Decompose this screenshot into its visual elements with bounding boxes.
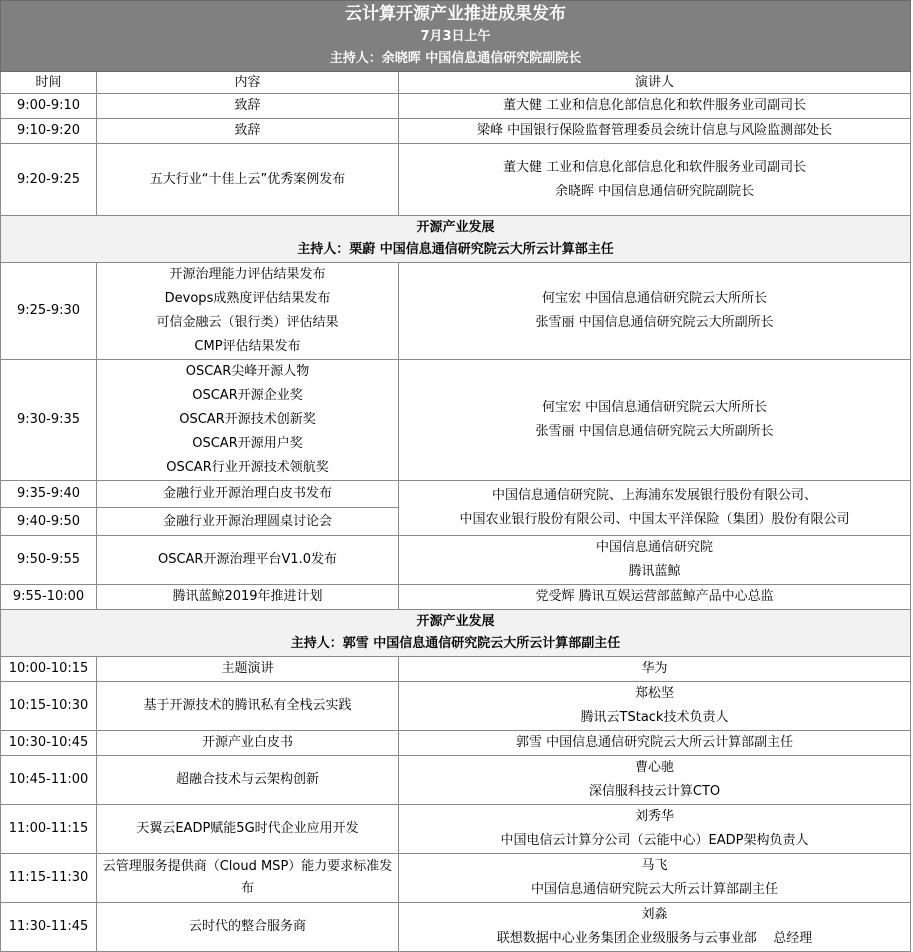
content-cell: OSCAR开源治理平台V1.0发布 bbox=[97, 536, 399, 585]
time-cell: 10:15-10:30 bbox=[1, 682, 97, 731]
time-cell: 10:00-10:15 bbox=[1, 657, 97, 682]
table-row bbox=[1, 805, 911, 854]
column-header-row bbox=[1, 72, 911, 94]
speaker-line: 郑松坚 bbox=[635, 686, 675, 701]
content-cell bbox=[97, 263, 399, 360]
time-cell: 9:25-9:30 bbox=[1, 263, 97, 360]
content-cell: 金融行业开源治理白皮书发布 bbox=[97, 481, 399, 508]
shared-speaker-cell bbox=[399, 481, 911, 536]
table-row bbox=[1, 756, 911, 805]
content-line: OSCAR尖峰开源人物 bbox=[185, 364, 310, 379]
content-cell bbox=[97, 360, 399, 481]
content-line: CMP评估结果发布 bbox=[194, 339, 301, 354]
time-cell: 9:30-9:35 bbox=[1, 360, 97, 481]
time-cell: 11:15-11:30 bbox=[1, 854, 97, 903]
content-line: OSCAR开源企业奖 bbox=[192, 388, 303, 403]
content-line: OSCAR开源技术创新奖 bbox=[179, 412, 316, 427]
speaker-cell bbox=[399, 854, 911, 903]
table-row bbox=[1, 731, 911, 756]
table-row bbox=[1, 854, 911, 903]
speaker-cell: 郭雪 中国信息通信研究院云大所云计算部副主任 bbox=[399, 731, 911, 756]
content-cell: 基于开源技术的腾讯私有全栈云实践 bbox=[97, 682, 399, 731]
content-cell: 超融合技术与云架构创新 bbox=[97, 756, 399, 805]
speaker-cell bbox=[399, 682, 911, 731]
speaker-cell bbox=[399, 756, 911, 805]
content-cell: 腾讯蓝鲸2019年推进计划 bbox=[97, 585, 399, 610]
speaker-cell bbox=[399, 536, 911, 585]
title-banner-row bbox=[1, 1, 911, 72]
speaker-line: 中国信息通信研究院云大所云计算部副主任 bbox=[531, 882, 779, 897]
section-host: 主持人：郭雪 中国信息通信研究院云大所云计算部副主任 bbox=[290, 636, 621, 651]
content-cell: 云管理服务提供商（Cloud MSP）能力要求标准发布 bbox=[97, 854, 399, 903]
section-title: 开源产业发展 bbox=[416, 614, 495, 629]
time-cell: 10:45-11:00 bbox=[1, 756, 97, 805]
table-row bbox=[1, 263, 911, 360]
content-cell: 致辞 bbox=[97, 94, 399, 119]
section-header bbox=[1, 216, 911, 263]
speaker-line: 中国农业银行股份有限公司、中国太平洋保险（集团）股份有限公司 bbox=[459, 512, 850, 527]
speaker-line: 马飞 bbox=[641, 858, 668, 873]
section-header-row bbox=[1, 216, 911, 263]
time-cell: 10:30-10:45 bbox=[1, 731, 97, 756]
speaker-line: 刘淼 bbox=[641, 907, 668, 922]
time-cell: 9:55-10:00 bbox=[1, 585, 97, 610]
speaker-line: 深信服科技云计算CTO bbox=[588, 784, 721, 799]
speaker-line: 何宝宏 中国信息通信研究院云大所所长 bbox=[541, 400, 768, 415]
content-cell: 天翼云EADP赋能5G时代企业应用开发 bbox=[97, 805, 399, 854]
speaker-line: 张雪丽 中国信息通信研究院云大所副所长 bbox=[535, 315, 774, 330]
content-cell: 主题演讲 bbox=[97, 657, 399, 682]
page-title: 云计算开源产业推进成果发布 bbox=[345, 4, 566, 24]
content-cell: 云时代的整合服务商 bbox=[97, 903, 399, 952]
speaker-line: 腾讯云TStack技术负责人 bbox=[580, 710, 729, 725]
speaker-cell bbox=[399, 144, 911, 216]
time-cell: 9:00-9:10 bbox=[1, 94, 97, 119]
table-row bbox=[1, 682, 911, 731]
content-line: Devops成熟度评估结果发布 bbox=[164, 291, 331, 306]
section-header bbox=[1, 610, 911, 657]
table-row bbox=[1, 360, 911, 481]
time-cell: 9:20-9:25 bbox=[1, 144, 97, 216]
event-date: 7月3日上午 bbox=[420, 29, 491, 44]
content-line: 开源治理能力评估结果发布 bbox=[169, 267, 326, 282]
speaker-line: 张雪丽 中国信息通信研究院云大所副所长 bbox=[535, 424, 774, 439]
section-host: 主持人：栗蔚 中国信息通信研究院云大所云计算部主任 bbox=[297, 242, 614, 257]
content-cell: 开源产业白皮书 bbox=[97, 731, 399, 756]
main-host: 主持人：余晓晖 中国信息通信研究院副院长 bbox=[329, 51, 582, 66]
time-cell: 9:10-9:20 bbox=[1, 119, 97, 144]
col-header-content: 内容 bbox=[97, 72, 399, 94]
speaker-cell: 董大健 工业和信息化部信息化和软件服务业司副司长 bbox=[399, 94, 911, 119]
speaker-line: 中国电信云计算分公司（云能中心）EADP架构负责人 bbox=[500, 833, 809, 848]
content-cell: 金融行业开源治理圆桌讨论会 bbox=[97, 508, 399, 536]
speaker-cell: 梁峰 中国银行保险监督管理委员会统计信息与风险监测部处长 bbox=[399, 119, 911, 144]
col-header-speaker: 演讲人 bbox=[399, 72, 911, 94]
speaker-line: 中国信息通信研究院、上海浦东发展银行股份有限公司、 bbox=[492, 488, 818, 503]
table-row bbox=[1, 481, 911, 508]
title-banner bbox=[1, 1, 911, 72]
time-cell: 9:50-9:55 bbox=[1, 536, 97, 585]
table-row bbox=[1, 903, 911, 952]
speaker-cell: 党受辉 腾讯互娱运营部蓝鲸产品中心总监 bbox=[399, 585, 911, 610]
speaker-line: 联想数据中心业务集团企业级服务与云事业部 总经理 bbox=[496, 931, 813, 946]
table-row bbox=[1, 144, 911, 216]
time-cell: 9:35-9:40 bbox=[1, 481, 97, 508]
content-line: OSCAR开源用户奖 bbox=[192, 436, 303, 451]
col-header-time: 时间 bbox=[1, 72, 97, 94]
speaker-line: 腾讯蓝鲸 bbox=[628, 564, 681, 579]
table-row bbox=[1, 536, 911, 585]
table-row bbox=[1, 657, 911, 682]
speaker-line: 曹心驰 bbox=[635, 760, 675, 775]
table-row bbox=[1, 119, 911, 144]
time-cell: 11:00-11:15 bbox=[1, 805, 97, 854]
speaker-cell: 华为 bbox=[399, 657, 911, 682]
speaker-cell bbox=[399, 263, 911, 360]
speaker-cell bbox=[399, 360, 911, 481]
speaker-cell bbox=[399, 903, 911, 952]
section-title: 开源产业发展 bbox=[416, 220, 495, 235]
speaker-line: 刘秀华 bbox=[635, 809, 675, 824]
time-cell: 9:40-9:50 bbox=[1, 508, 97, 536]
speaker-line: 何宝宏 中国信息通信研究院云大所所长 bbox=[541, 291, 768, 306]
content-cell: 五大行业“十佳上云”优秀案例发布 bbox=[97, 144, 399, 216]
speaker-line: 董大健 工业和信息化部信息化和软件服务业司副司长 bbox=[502, 159, 807, 175]
table-row bbox=[1, 94, 911, 119]
content-cell: 致辞 bbox=[97, 119, 399, 144]
table-row bbox=[1, 585, 911, 610]
speaker-line: 中国信息通信研究院 bbox=[596, 540, 714, 555]
content-line: 可信金融云（银行类）评估结果 bbox=[156, 315, 339, 330]
time-cell: 11:30-11:45 bbox=[1, 903, 97, 952]
content-line: OSCAR行业开源技术领航奖 bbox=[166, 460, 329, 475]
speaker-cell bbox=[399, 805, 911, 854]
speaker-line: 余晓晖 中国信息通信研究院副院长 bbox=[554, 183, 755, 199]
section-header-row bbox=[1, 610, 911, 657]
